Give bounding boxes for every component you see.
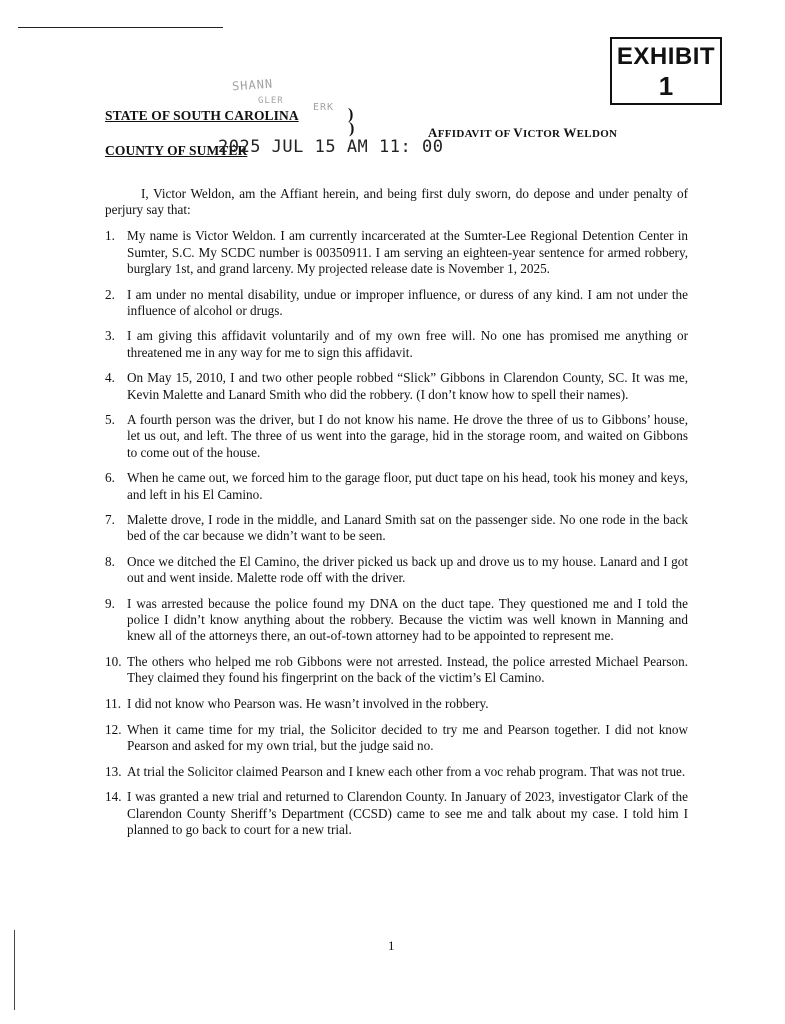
list-item: 6. When he came out, we forced him to the garage floor, put duct tape on his head, took his money and keys, and left in his El Camino.	[105, 470, 688, 502]
page-number: 1	[388, 938, 395, 953]
list-item: 3. I am giving this affidavit voluntarily and of my own free will. No one has promised me anything or threatened me in any way for me to sign this affidavit.	[105, 328, 688, 360]
list-item: 4. On May 15, 2010, I and two other people robbed “Slick” Gibbons in Clarendon County, SC. It was me, Kevin Malette and Lanard Smith who did the robbery. (I don’t know how to spell their names).	[105, 370, 688, 402]
intro-paragraph: I, Victor Weldon, am the Affiant herein, and being first duly sworn, do depose and under penalty of perjury say that:	[105, 186, 688, 218]
list-item: 11. I did not know who Pearson was. He wasn’t involved in the robbery.	[105, 696, 489, 712]
list-item: 1. My name is Victor Weldon. I am currently incarcerated at the Sumter-Lee Regional Detention Center in Sumter, S.C. My SCDC number is 00350911. I am serving an eighteen-year sentence for armed robbery, burglary 1st, and grand larceny. My projected release date is November 1, 2025.	[105, 228, 688, 276]
clerk-stamp-line3: ERK	[313, 102, 335, 113]
list-item: 14. I was granted a new trial and returned to Clarendon County. In January of 2023, investigator Clark of the Clarendon County Sheriff’s Department (CCSD) came to see me and talk about my case. I told him I planned to go back to court for a new trial.	[105, 789, 688, 837]
list-item: 8. Once we ditched the El Camino, the driver picked us back up and drove us to my house. Lanard and I got out and went inside. Malette rode off with the driver.	[105, 554, 688, 586]
list-item: 5. A fourth person was the driver, but I do not know his name. He drove the three of us to Gibbons’ house, let us out, and left. The three of us went into the garage, hid in the storage room, and waited on Gibbons to come out of the house.	[105, 412, 688, 460]
exhibit-number: 1	[658, 71, 674, 101]
list-item: 9. I was arrested because the police found my DNA on the duct tape. They questioned me and I told the police I didn’t know anything about the robbery. Because the victim was well known in Manning and knew all of the attorneys there, an out-of-town attorney had to be appointed to represent me.	[105, 596, 688, 644]
list-item: 10. The others who helped me rob Gibbons were not arrested. Instead, the police arrested Michael Pearson. They claimed they found his fingerprint on the back of the victim’s El Camino.	[105, 654, 688, 686]
list-item: 7. Malette drove, I rode in the middle, and Lanard Smith sat on the passenger side. No one rode in the back bed of the car because we didn’t want to be seen.	[105, 512, 688, 544]
exhibit-label: EXHIBIT	[616, 43, 716, 70]
exhibit-sticker	[610, 37, 722, 105]
filed-date-stamp: 2025 JUL 15 AM 11: 00	[218, 137, 444, 157]
list-item: 12. When it came time for my trial, the Solicitor decided to try me and Pearson together. I did not know Pearson and asked for my own trial, but the judge said no.	[105, 721, 688, 753]
left-margin-mark	[14, 930, 15, 1010]
caption-state: STATE OF SOUTH CAROLINA	[105, 108, 299, 123]
list-item: 13. At trial the Solicitor claimed Pearson and I knew each other from a voc rehab program. That was not true.	[105, 763, 686, 779]
affidavit-title: AFFIDAVIT OF VICTOR WELDON	[428, 125, 618, 140]
affidavit-body	[105, 186, 688, 848]
caption-county: COUNTY OF SUMTER	[105, 143, 248, 158]
top-rule	[18, 27, 223, 28]
caption-paren: )	[348, 106, 354, 123]
clerk-stamp-name: SHANN	[231, 76, 274, 94]
list-item: 2. I am under no mental disability, undue or improper influence, or duress of any kind. I am not under the influence of alcohol or drugs.	[105, 286, 688, 318]
caption-paren: )	[349, 120, 355, 137]
clerk-stamp-line2: GLER	[258, 96, 284, 106]
